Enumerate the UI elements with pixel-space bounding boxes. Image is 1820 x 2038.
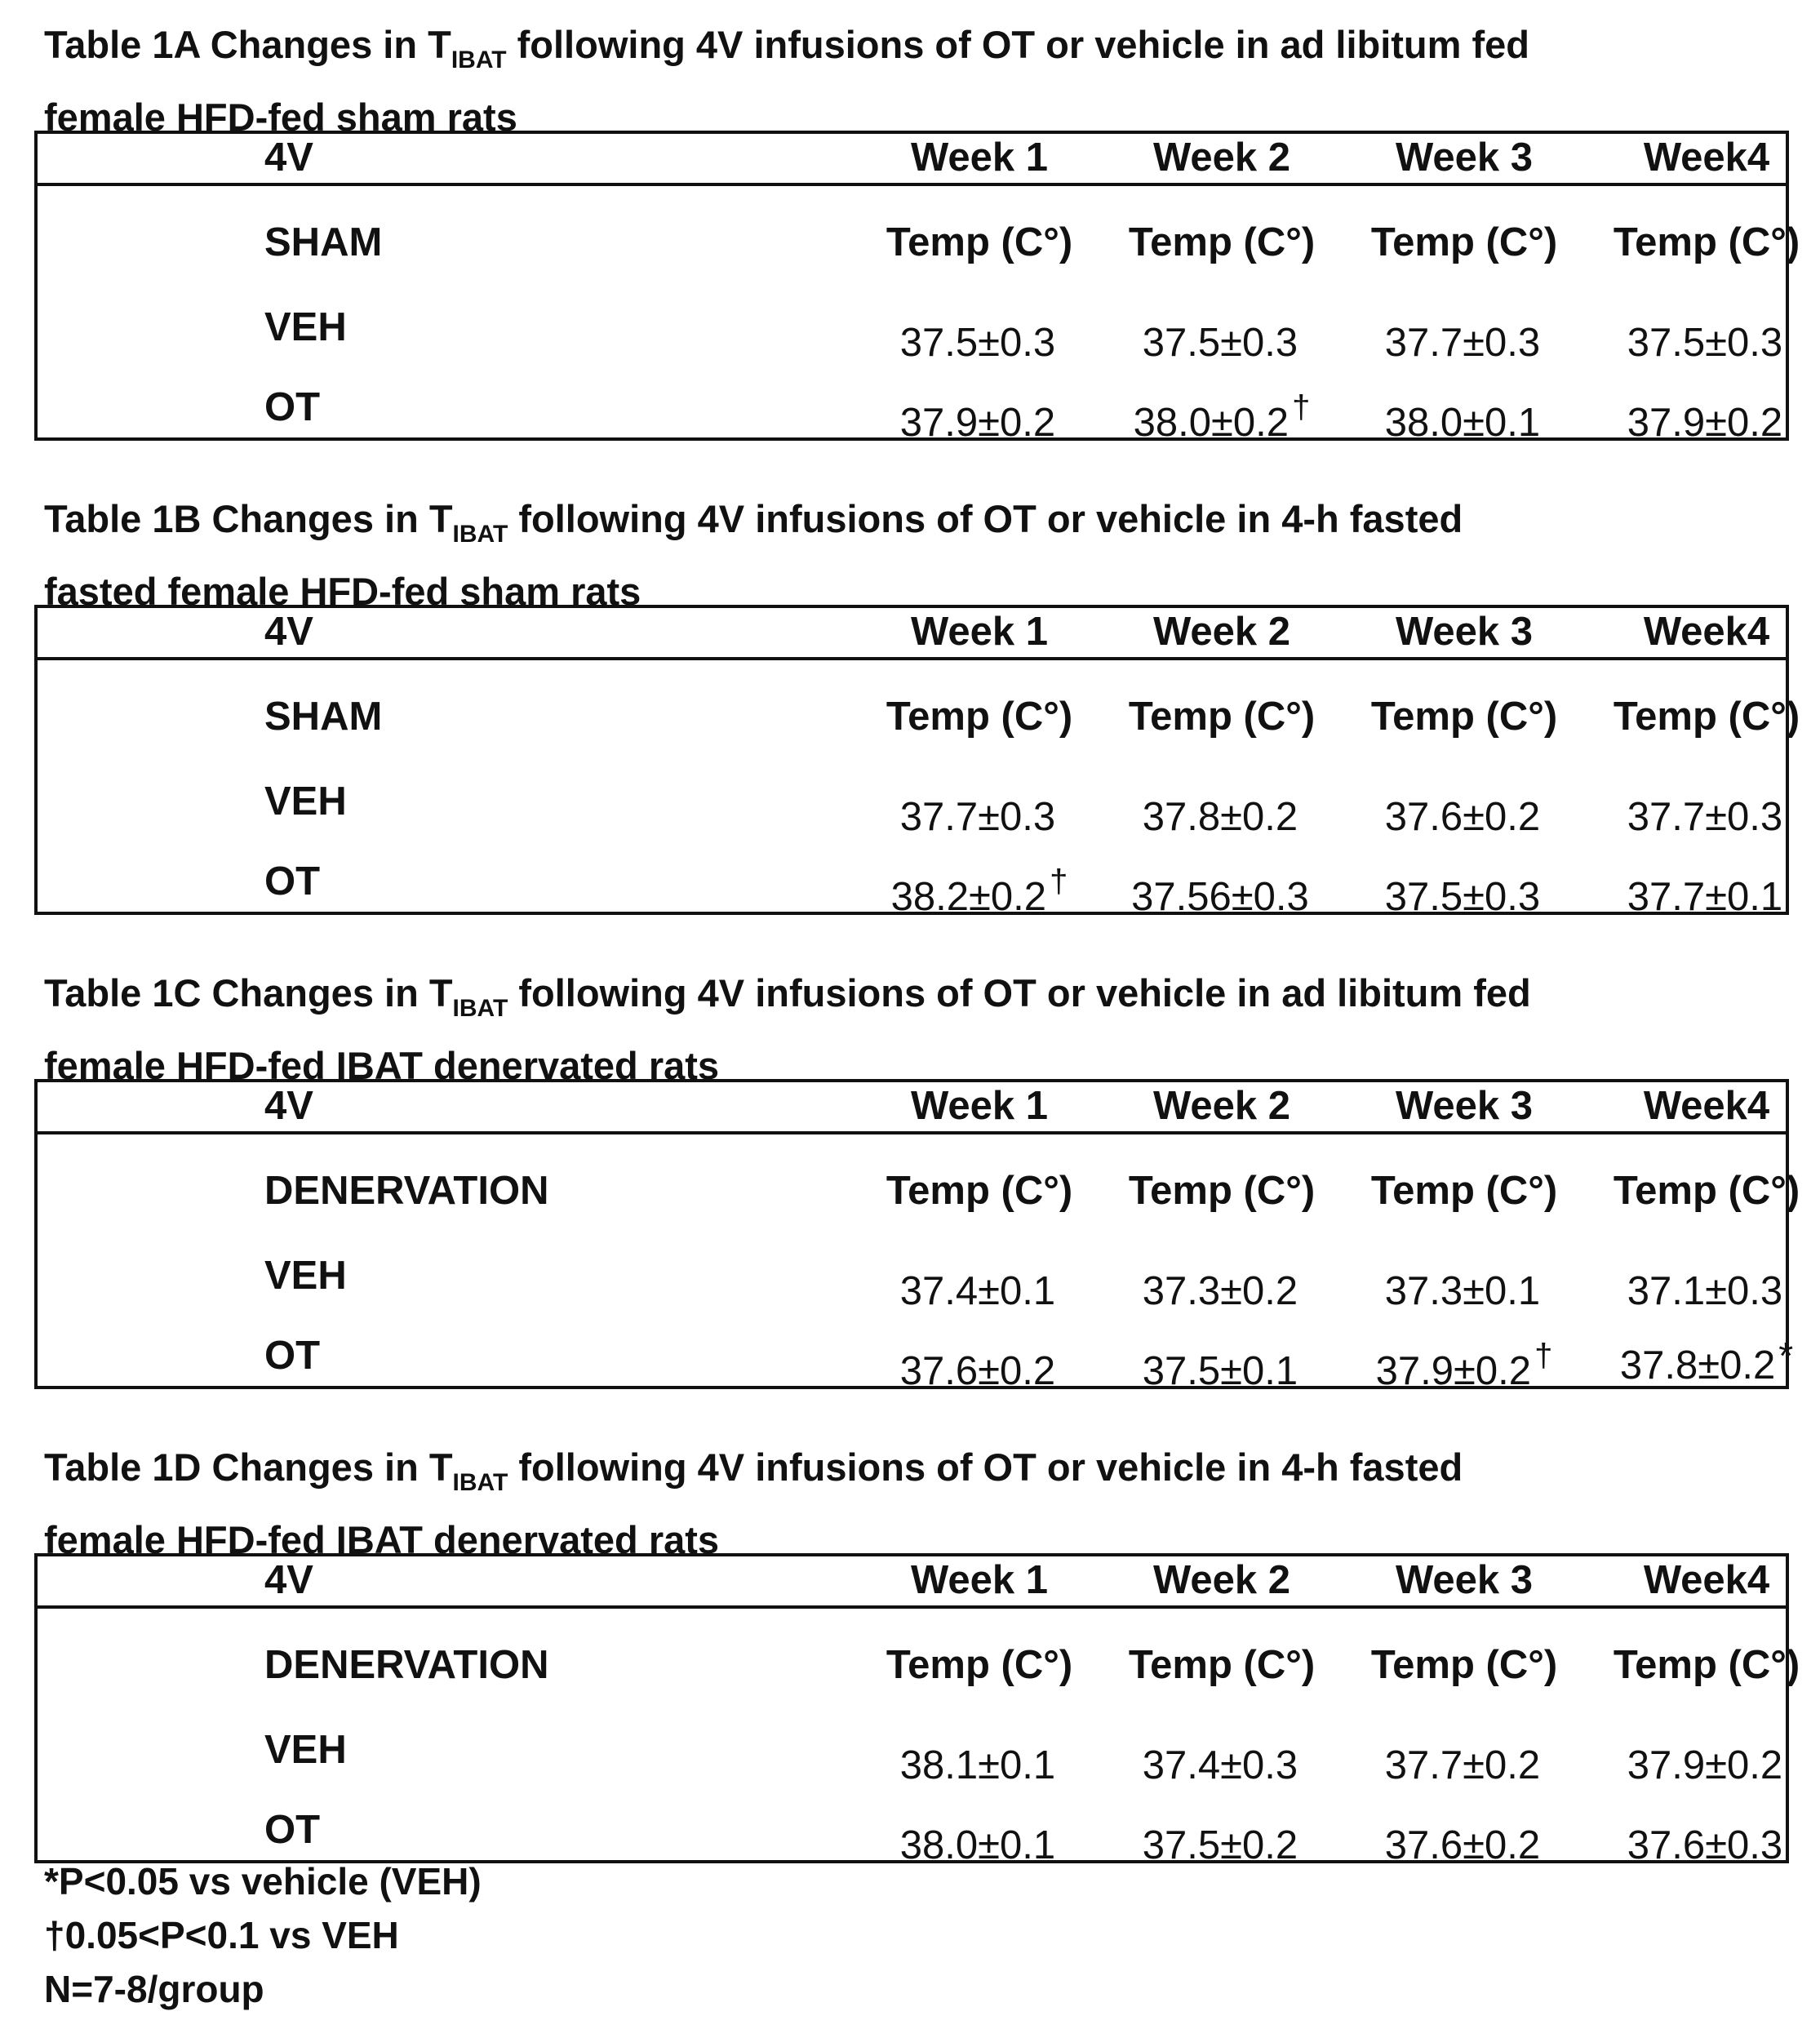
unit-cell: Temp (C°) [1128,1643,1316,1687]
week-header: Week 1 [911,1558,1048,1602]
value-cell [865,778,1094,841]
value-cell [1108,1806,1336,1869]
week-header: Week4 [1643,135,1770,180]
value-cell [1108,778,1336,841]
value-cell [1350,1332,1578,1395]
ot-row-label: OT [264,385,321,429]
value-text: 37.9±0.2 [1627,1743,1783,1787]
value-text: 37.56±0.3 [1131,875,1309,919]
week-header: Week 3 [1396,135,1533,180]
unit-cell: Temp (C°) [1370,695,1558,739]
week-header: Week4 [1643,1558,1770,1602]
value-cell [1592,384,1820,446]
value-text: 37.7±0.1 [1627,875,1783,919]
unit-cell: Temp (C°) [1613,1169,1800,1213]
value-cell [1592,1806,1820,1869]
unit-cell: Temp (C°) [1128,695,1316,739]
unit-cell: Temp (C°) [1613,695,1800,739]
value-text: 37.4±0.3 [1142,1743,1298,1787]
significance-mark: † [1292,389,1311,425]
value-text: 37.4±0.1 [899,1269,1056,1313]
week-header: Week 3 [1396,1558,1533,1602]
ot-row-label: OT [264,1334,321,1378]
week-header: Week 2 [1153,135,1290,180]
week-header: Week4 [1643,1084,1770,1128]
week-header: Week 3 [1396,1084,1533,1128]
week-header: Week 2 [1153,1558,1290,1602]
value-cell [865,304,1094,366]
value-text: 37.6±0.2 [899,1349,1056,1393]
value-cell [1108,384,1336,446]
value-cell [1592,858,1820,921]
value-cell [865,1806,1094,1869]
value-text: 38.0±0.2 [1133,401,1290,445]
value-cell [1592,1332,1820,1389]
unit-cell: Temp (C°) [1128,220,1316,264]
value-text: 37.6±0.2 [1384,795,1541,839]
week-header: Week4 [1643,610,1770,654]
value-text: 37.7±0.3 [1627,795,1783,839]
value-text: 37.6±0.2 [1384,1823,1541,1867]
table-caption: Table 1A Changes in $T_{IBAT}$ following 4V infusions of OT or vehicle in ad libitum fed female HFD-fed sham rats [44,23,1529,139]
table-caption: Table 1C Changes in $T_{IBAT}$ following 4V infusions of OT or vehicle in ad libitum fed female HFD-fed IBAT denervated rats [44,971,1531,1087]
unit-cell: Temp (C°) [886,220,1073,264]
footnotes [44,1854,482,2016]
table-caption: Table 1D Changes in $T_{IBAT}$ following 4V infusions of OT or vehicle in 4-h fasted female HFD-fed IBAT denervated rats [44,1445,1463,1561]
value-cell [865,1726,1094,1789]
veh-row-label: VEH [264,1254,347,1298]
header-label: 4V [264,1558,313,1602]
unit-cell: Temp (C°) [886,1169,1073,1213]
value-text: 38.0±0.1 [1384,401,1541,445]
value-cell [1350,304,1578,366]
value-text: 37.5±0.3 [1384,875,1541,919]
header-label: 4V [264,1084,313,1128]
value-text: 37.8±0.2 [1619,1343,1776,1388]
week-header: Week 2 [1153,610,1290,654]
value-text: 38.1±0.1 [899,1743,1056,1787]
value-text: 37.5±0.3 [899,321,1056,365]
unit-cell: Temp (C°) [886,1643,1073,1687]
value-text: 37.6±0.3 [1627,1823,1783,1867]
value-text: 37.8±0.2 [1142,795,1298,839]
significance-mark: † [1534,1338,1553,1374]
value-cell [1350,384,1578,446]
header-label: 4V [264,610,313,654]
veh-row-label: VEH [264,779,347,824]
unit-cell: Temp (C°) [1613,220,1800,264]
value-cell [1108,304,1336,366]
group-label: SHAM [264,695,383,739]
ot-row-label: OT [264,1808,321,1852]
value-text: 37.5±0.1 [1142,1349,1298,1393]
group-label: DENERVATION [264,1169,549,1213]
value-cell [1350,1252,1578,1315]
value-text: 38.0±0.1 [899,1823,1056,1867]
table-caption: Table 1B Changes in $T_{IBAT}$ following 4V infusions of OT or vehicle in 4-h fasted fasted female HFD-fed sham rats [44,497,1463,613]
ot-row-label: OT [264,859,321,904]
unit-cell: Temp (C°) [1128,1169,1316,1213]
value-cell [1592,304,1820,366]
veh-row-label: VEH [264,1728,347,1772]
value-text: 37.9±0.2 [1627,401,1783,445]
value-cell [1350,1806,1578,1869]
data-table [34,1553,1800,1867]
value-cell [1592,1726,1820,1789]
value-text: 37.7±0.3 [1384,321,1541,365]
data-table [34,131,1800,445]
week-header: Week 2 [1153,1084,1290,1128]
week-header: Week 1 [911,135,1048,180]
value-text: 37.7±0.2 [1384,1743,1541,1787]
significance-mark: * [1778,1334,1794,1377]
value-text: 37.7±0.3 [899,795,1056,839]
unit-cell: Temp (C°) [886,695,1073,739]
week-header: Week 1 [911,1084,1048,1128]
significance-mark: † [1050,864,1068,899]
value-text: 37.5±0.3 [1627,321,1783,365]
value-text: 37.1±0.3 [1627,1269,1783,1313]
week-header: Week 3 [1396,610,1533,654]
footnote-significance: *P<0.05 vs vehicle (VEH) [44,1860,482,1903]
value-text: 37.9±0.2 [899,401,1056,445]
value-cell [1108,858,1336,921]
veh-row-label: VEH [264,305,347,349]
data-table [34,605,1800,919]
group-label: DENERVATION [264,1643,549,1687]
value-text: 37.5±0.2 [1142,1823,1298,1867]
value-text: 37.3±0.2 [1142,1269,1298,1313]
value-cell [1350,778,1578,841]
group-label: SHAM [264,220,383,264]
value-cell [865,1332,1094,1395]
value-cell [1592,1252,1820,1315]
value-cell [865,384,1094,446]
footnote-trend: †0.05<P<0.1 vs VEH [44,1914,399,1956]
value-text: 37.9±0.2 [1375,1349,1532,1393]
unit-cell: Temp (C°) [1370,1169,1558,1213]
data-table [34,1079,1800,1393]
value-text: 37.3±0.1 [1384,1269,1541,1313]
value-cell [1108,1252,1336,1315]
value-cell [1592,778,1820,841]
value-cell [1108,1332,1336,1395]
unit-cell: Temp (C°) [1370,220,1558,264]
value-cell [1350,858,1578,921]
value-text: 38.2±0.2 [890,875,1047,919]
unit-cell: Temp (C°) [1613,1643,1800,1687]
value-cell [1108,1726,1336,1789]
value-cell [865,858,1094,921]
header-label: 4V [264,135,313,180]
value-cell [865,1252,1094,1315]
footnote-sample-size: N=7-8/group [44,1968,264,2010]
value-cell [1350,1726,1578,1789]
week-header: Week 1 [911,610,1048,654]
value-text: 37.5±0.3 [1142,321,1298,365]
unit-cell: Temp (C°) [1370,1643,1558,1687]
